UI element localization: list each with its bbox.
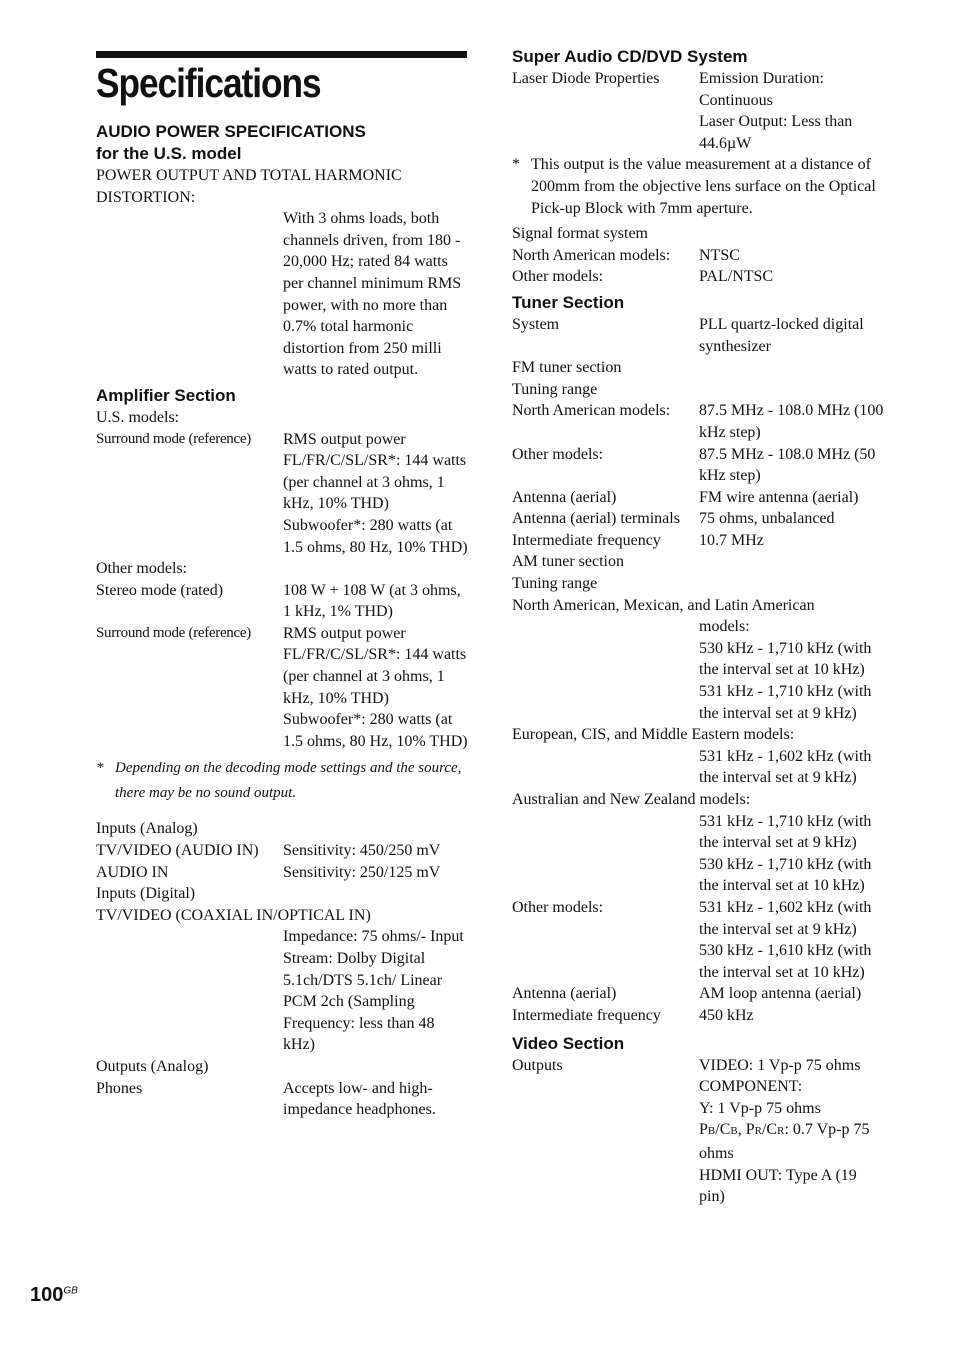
spec-label: Phones [96,1079,143,1097]
am-nala-label: North American, Mexican, and Latin American [512,596,815,614]
spec-value: Sensitivity: 450/250 mV [283,842,441,860]
spec-value: 10.7 MHz [699,531,764,549]
amplifier-heading: Amplifier Section [96,385,236,405]
right-column [512,46,884,1208]
spec-row-tvvideo [96,840,468,862]
spec-value: RMS output power FL/FR/C/SL/SR*: 144 watts (per channel at 3 ohms, 1 kHz, 10% THD) Subwoofer*: 280 watts (at 1.5 ohms, 80 Hz, 10% THD) [283,624,468,750]
video-output-composite: VIDEO: 1 Vp-p 75 ohms [699,1056,861,1074]
signal-format-label: Signal format system [512,225,648,243]
spec-row-am-other [512,897,884,983]
laser-footnote [512,154,884,219]
audio-power-heading: AUDIO POWER SPECIFICATIONS [96,122,366,141]
pb-sub: B [707,1125,716,1138]
spec-row-stereo [96,580,468,623]
page-number-value: 100 [30,1284,64,1306]
spec-label: Surround mode (reference) [96,624,251,641]
am-au-label: Australian and New Zealand models: [512,791,751,808]
am-eu-label: European, CIS, and Middle Eastern models: [512,726,795,744]
am-nala-value-2: 531 kHz - 1,710 kHz (with the interval set at 9 kHz) [699,683,872,722]
spec-row-phones [96,1078,468,1121]
spec-row-fm-na [512,400,884,443]
am-other-value-2: 530 kHz - 1,610 kHz (with the interval set at 10 kHz) [699,942,872,981]
power-output-label: POWER OUTPUT AND TOTAL HARMONIC DISTORTION: [96,167,402,206]
pbpr-value: : 0.7 Vp-p 75 ohms [699,1121,870,1162]
footnote-text: Depending on the decoding mode settings and the source, there may be no sound output. [115,760,462,802]
spec-row-fm-if [512,530,884,552]
spec-row-fm-terminals [512,508,884,530]
spec-label: North American models: [512,246,671,264]
video-output-component: COMPONENT: [699,1078,803,1096]
power-output-value: With 3 ohms loads, both channels driven, from 180 - 20,000 Hz; rated 84 watts per channel minimum RMS power, with no more than 0.7% total harmonic distortion from 250 milli watts to rated output. [283,210,462,379]
spec-value: 87.5 MHz - 108.0 MHz (100 kHz step) [699,402,884,441]
spec-value: 87.5 MHz - 108.0 MHz (50 kHz step) [699,445,876,485]
am-tuning-range-label: Tuning range [512,575,598,593]
spec-row-other-models [512,266,884,288]
inputs-digital-label: Inputs (Digital) [96,885,196,903]
title-rule [96,51,467,58]
spec-label: Surround mode (reference) [96,430,251,447]
footnote-star: * [96,760,104,777]
spec-label: Other models: [512,898,604,916]
video-output-y: Y: 1 Vp-p 75 ohms [699,1099,821,1117]
spec-label: Outputs [512,1056,563,1074]
video-output-pbpr [699,1119,884,1164]
spec-row-am-if [512,1005,884,1027]
spec-value: Accepts low- and high-impedance headphones. [283,1079,436,1119]
am-nala-models: models: [699,618,750,636]
spec-row-fm-other [512,444,884,487]
spec-label: Intermediate frequency [512,1006,661,1024]
audio-power-subheading: for the U.S. model [96,144,242,163]
video-output-hdmi: HDMI OUT: Type A (19 pin) [699,1166,857,1206]
cr-letter: /C [761,1121,778,1139]
am-nala-value-1: 530 kHz - 1,710 kHz (with the interval set at 10 kHz) [699,639,872,679]
am-au-value-2: 530 kHz - 1,710 kHz (with the interval set at 10 kHz) [699,855,872,895]
spec-value: 108 W + 108 W (at 3 ohms, 1 kHz, 1% THD) [283,581,461,621]
spec-row-audioin [96,862,468,884]
spec-value [699,897,884,983]
spec-label: Other models: [512,445,604,463]
spec-value: 450 kHz [699,1006,754,1024]
am-other-value-1: 531 kHz - 1,602 kHz (with the interval set at 9 kHz) [699,898,872,938]
spec-value: RMS output power FL/FR/C/SL/SR*: 144 watts (per channel at 3 ohms, 1 kHz, 10% THD) Subwoofer*: 280 watts (at 1.5 ohms, 80 Hz, 10% THD) [283,430,468,556]
spec-row-laser [512,68,884,154]
spec-row-video-outputs [512,1055,884,1208]
spec-label: TV/VIDEO (AUDIO IN) [96,842,259,860]
spec-value: AM loop antenna (aerial) [699,985,862,1003]
am-au-value-1: 531 kHz - 1,710 kHz (with the interval set at 9 kHz) [699,812,872,852]
spec-row-other-surround [96,623,468,753]
footnote-star: * [512,156,520,174]
sacd-heading: Super Audio CD/DVD System [512,47,748,66]
left-column [96,121,468,1121]
spec-label: Stereo mode (rated) [96,581,224,599]
spec-value: PAL/NTSC [699,268,774,286]
spec-label: Antenna (aerial) [512,985,617,1003]
spec-label: Antenna (aerial) [512,488,617,506]
spec-label: Laser Diode Properties [512,70,660,87]
tvvideo-digital-label: TV/VIDEO (COAXIAL IN/OPTICAL IN) [96,906,371,924]
fm-tuning-range-label: Tuning range [512,380,598,398]
spec-row-na-models [512,245,884,267]
cr-sub: R [777,1125,785,1138]
spec-value: 75 ohms, unbalanced [699,510,835,528]
pr-sub: R [754,1125,762,1138]
page-number-suffix: GB [63,1285,78,1297]
cb-sub: B [730,1125,738,1138]
spec-row-am-antenna [512,983,884,1005]
fm-section-label: FM tuner section [512,359,622,377]
page-title: Specifications [96,60,321,106]
laser-output: Laser Output: Less than 44.6µW [699,113,853,152]
us-models-label: U.S. models: [96,408,180,426]
video-heading: Video Section [512,1033,625,1053]
footnote-text: This output is the value measurement at a distance of 200mm from the objective lens surface on the Optical Pick-up Block with 7mm aperture. [531,156,876,217]
spec-value [699,68,884,154]
am-eu-value-1: 531 kHz - 1,602 kHz (with the interval set at 9 kHz) [699,747,872,787]
inputs-analog-label: Inputs (Analog) [96,820,198,838]
page-number [30,1284,78,1307]
spec-label: System [512,315,560,333]
spec-row-us-surround [96,429,468,559]
cb-letter: /C [715,1121,731,1139]
spec-label: AUDIO IN [96,863,169,881]
digital-input-value: Impedance: 75 ohms/- Input Stream: Dolby Digital 5.1ch/DTS 5.1ch/ Linear PCM 2ch (Sampling Frequency: less than 48 kHz) [283,928,464,1054]
am-section-label: AM tuner section [512,553,624,571]
spec-row-system [512,314,884,357]
laser-emission: Emission Duration: Continuous [699,70,824,109]
spec-value: Sensitivity: 250/125 mV [283,863,441,881]
spec-value: PLL quartz-locked digital synthesizer [699,315,864,355]
pr-letter: , P [737,1121,755,1139]
spec-value [699,1055,884,1208]
spec-label: Other models: [512,268,604,286]
spec-label: North American models: [512,402,671,420]
pb-letter: P [699,1121,708,1139]
outputs-analog-label: Outputs (Analog) [96,1057,209,1075]
other-models-label: Other models: [96,560,188,578]
decoding-footnote [96,756,468,806]
spec-value: FM wire antenna (aerial) [699,488,859,506]
spec-label: Intermediate frequency [512,531,661,549]
spec-row-fm-antenna [512,487,884,509]
tuner-heading: Tuner Section [512,292,625,312]
spec-label: Antenna (aerial) terminals [512,510,680,528]
spec-value: NTSC [699,246,740,264]
